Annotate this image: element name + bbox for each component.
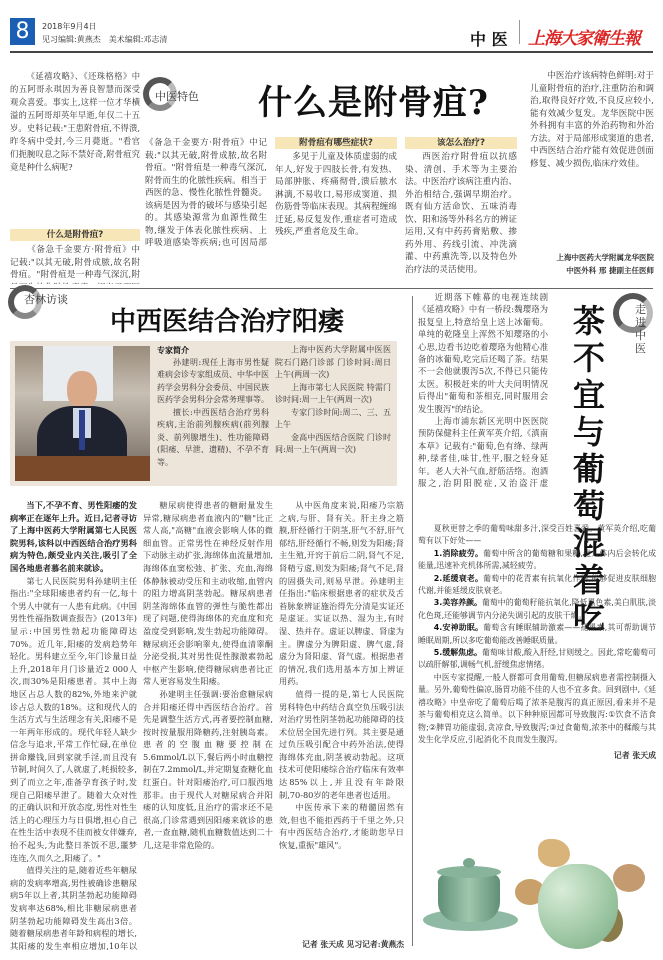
article1-intro xyxy=(10,70,140,174)
benefit-item xyxy=(418,573,656,598)
benefit-item xyxy=(418,597,656,622)
article2-col3 xyxy=(279,499,404,934)
lead-paragraph: 当下,不孕不育、男性阳痿的发病率正在逐年上升。近日,记者寻访了上海中医药大学附属第七人民医院男科,该科以中西医结合治疗男科病为特色,颇受业内关注,吸引了全国各地患者慕名前来就诊。 xyxy=(10,500,137,573)
expert-photo xyxy=(15,346,150,481)
profile-text xyxy=(157,344,269,469)
body4-paragraph: 中医治疗该病特色鲜明:对于儿童附骨疽的治疗,注重防治和调治,取得良好疗效,不良反应较小,能有效减少复发。龙华医院中医外科拥有丰富的外治药物和外治方法。对于局部形成窦道的患者,中西医结合治疗能有效促进创面修复、减少损伤,临床疗效佳。 xyxy=(530,71,654,169)
benefit-lead: 5.缓解焦虑。 xyxy=(433,648,482,658)
body-paragraph: 上海市浦东新区光明中医医院预防保健科主任黄军英介绍,《滇南本草》记载有:"葡萄,色有绛、绿两种,绿者佳,味甘,性平,服之轻身延年。老人大补气血,舒筋活络。泡酒服之,治阴阳脱症,又治盗汗虚 xyxy=(418,416,548,489)
clinic-schedule xyxy=(275,344,391,457)
article3-byline: 记者 张天成 xyxy=(613,751,656,761)
article1-col3 xyxy=(275,151,397,239)
benefit-lead: 1.消除疲劳。 xyxy=(433,548,484,558)
benefit-list xyxy=(418,548,656,672)
article1-col2 xyxy=(145,137,267,247)
article1-byline xyxy=(530,252,654,277)
photo-tie xyxy=(79,410,85,450)
benefit-text: 葡萄含有睡眠辅助激素——褪黑素,其可帮助调节睡眠周期,所以多吃葡萄能改善睡眠质量。 xyxy=(418,623,656,645)
body-paragraph: 值得一提的是,第七人民医院男科特色中药结合真空负压吸引法对治疗男性阴茎勃起功能障碍的技术位居全国先进行列。其主要是通过负压吸引配合中药外治法,使得海绵体充血,阴茎被动勃起。这项技术可使阳痿综合治疗临床有效率达85%以上,并且没有年龄限制,70-80岁的老年患者也适用。 xyxy=(279,688,404,800)
byline-hospital: 上海中医药大学附属龙华医院 xyxy=(556,253,654,262)
article1-col4 xyxy=(405,151,517,276)
subhead-symptoms: 附骨疽有哪些症状? xyxy=(275,137,397,149)
section-name: 中 医 xyxy=(470,30,508,49)
intro-paragraph: 《延禧攻略》、《还珠格格》中的五阿哥永琪因为善良智慧而深受观众喜爱。事实上,这样一位才华横溢的五阿哥却英年早逝,年仅二十五岁。史料记载:"王患附骨疽,不得溃,昨冬病中受封,今三月薨逝。"看官们扼腕叹息之际不禁好奇,附骨疽究竟是种什么病呢? xyxy=(10,71,140,172)
article2-byline: 记者 张天成 见习记者:黄燕杰 xyxy=(302,940,404,949)
benefit-lead: 4.安神助眠。 xyxy=(433,623,484,633)
article3-wide-col xyxy=(418,523,656,763)
subhead-what-is: 什么是附骨疽? xyxy=(10,229,140,241)
body-paragraph: 糖尿病使得患者的糖耐量发生异常,糖尿病患者血液内的"糖"比正常人高,"高糖"血液会影响人体的微细血管。正常男性在神经反射作用下动脉主动扩张,海绵体血流量增加,海绵体血窦松弛、扩张、充血,海绵体静脉被动受压和主动收缩,血管内的阻力增高阴茎勃起。糖尿病患者阴茎海绵体血管的弹性与脆性都出现了问题,使得海绵体的充血度和充盈度受到影响,发生勃起功能障碍。糖尿病还会影响睾丸,使得血清睾酮分泌受损,其对男性促性腺激素勃起中枢产生影响,使得糖尿病患者比正常人更容易发生阳痿。 xyxy=(143,500,273,687)
clinic-shimenlu: 上海中医药大学附属中医医院石门路门诊部 门诊时间:周日上午(两周一次) xyxy=(275,345,391,379)
clinic-expert-hours: 专家门诊时间:周二、三、五上午 xyxy=(275,407,391,429)
article3-title: 茶不宜与葡萄混着吃 xyxy=(573,302,606,636)
section-tag-xinglinfangtan: 杏林访谈 xyxy=(24,293,68,306)
grape-cluster xyxy=(538,864,618,949)
body1-paragraph: 《备急千金要方·附骨疽》中记载:"以其无破,附骨成脓,故名附骨疽。"附骨疽是一种毒气深沉,附 xyxy=(10,245,140,280)
leaf xyxy=(538,839,570,867)
article-grapes-tea xyxy=(413,289,663,960)
article1-col1 xyxy=(10,244,140,284)
subhead-treatment: 该怎么治疗? xyxy=(405,137,517,149)
profile-heading: 专家简介 xyxy=(157,345,189,355)
benefit-item xyxy=(418,548,656,573)
benefit-text: 葡萄味甘酸,酸入肝经,甘则缓之。因此,常吃葡萄可以疏肝解郁,调畅气机,舒缓焦虑情绪。 xyxy=(418,648,656,670)
lid-knob xyxy=(463,858,475,868)
masthead xyxy=(0,0,663,55)
profile-specialty: 擅长:中西医结合治疗男科疾病,主治前列腺疾病(前列腺炎、前列腺增生)、性功能障碍(阳痿、早泄、遗精)、不孕不育等。 xyxy=(157,407,269,467)
benefit-item xyxy=(418,622,656,647)
body-paragraph: 中医专家提醒,一般人群都可食用葡萄,但糖尿病患者需控制摄入量。另外,葡萄性偏凉,肠胃功能不佳的人也不宜多食。回到剧中,《延禧攻略》中皇帝吃了葡萄后喝了浓茶是腹泻的真正原因,看来并不是茶与葡萄相克这么简单。以下种种原因都可导致腹泻:①饮食不洁食物;②脾胃功能虚弱,贪凉食,导致腹泻;③过食葡萄,浓茶中的鞣酸与其发生化学反应,引起消化不良而发生腹泻。 xyxy=(418,672,656,744)
article-fubaoju xyxy=(0,55,663,290)
article2-col2 xyxy=(143,499,273,954)
body-paragraph: 近期落下帷幕的电视连续剧《延禧攻略》中有一桥段:魏璎珞为报复皇上,特意给皇上送上冰葡萄。单纯的乾隆皇上浑然不知璎珞的小心思,边看书边吃着璎珞为他精心准备的冰葡萄,吃完后还喝了茶。结果不一会他就腹泻5次,不得已只能传太医。积极赶来的叶大夫问明情况后得出"葡萄和茶相克,同时服用会发生腹泻"的结论。 xyxy=(418,292,548,414)
benefit-lead: 3.美容养颜。 xyxy=(433,598,482,608)
body2-paragraph: 多见于儿童及体质虚弱的成年人,好发于四肢长骨,有发热、局部肿胀、疼痛彻骨,溃后脓水淋漓,不易收口,易形成窦道、损伤筋骨等临床表现。其病程缠绵迁延,易反复发作,重症者可造成残疾,严重者危及生命。 xyxy=(275,152,397,237)
photo-head xyxy=(67,371,97,409)
body-paragraph: 夏秋更替之季的葡萄味甜多汁,深受百姓喜爱。黄军英介绍,吃葡萄有以下好处—— xyxy=(418,524,656,546)
teacup xyxy=(438,874,500,922)
article1-col5 xyxy=(530,70,654,220)
body1-continued: 《备急千金要方·附骨疽》中记载:"以其无破,附骨成脓,故名附骨疽。"附骨疽是一种毒气深沉,附骨而生的化脓性疾病。相当于西医的急、慢性化脓性骨髓炎。该病是因为骨的破坏与感染引起的。其感染源常为血源性微生物,继发于体表化脓性疾病、上呼吸道感染等疾病;也可因局部 xyxy=(145,138,267,247)
leaf xyxy=(613,864,645,892)
body-paragraph: 孙建明主任强调:要治愈糖尿病合并阳痿还得中西医结合治疗。首先是调整生活方式,再者要控制血糖,按时按量服用降糖药,注射胰岛素。患者的空腹血糖要控制在5.6mmol/L以下,餐后两小时血糖控制在7.2mmol/L,并定期复查糖化血红蛋白。针对阳痿治疗,可口服西地那非。由于现代人对糖尿病合并阳痿的认知度低,且治疗的需求还不是很高,门诊常遇到因阳痿来就诊的患者,一查血糖,随机血糖数值达到二十几,这是非常危险的。 xyxy=(143,688,273,851)
masthead-divider xyxy=(519,20,520,44)
section-tag-zhongyitese: 中医特色 xyxy=(155,90,199,103)
benefit-text: 葡萄中的葡萄籽能抗氧化,降低黑色素,美白肌肤,淡化色斑,还能够调节内分泌失调引起的皮肤干燥。 xyxy=(418,598,656,620)
article2-title: 中西医结合治疗阳痿 xyxy=(110,307,345,337)
body-paragraph: 中医传承下来的精髓固然有效,但也不能拒西药于千里之外,只有中西医结合治疗,才能助您早日恢复,重振"雄风"。 xyxy=(279,802,404,851)
tea-grapes-illustration xyxy=(423,834,658,954)
clinic-seventh-hospital: 上海市第七人民医院 特需门诊时间:周一上午(两周一次) xyxy=(275,382,391,404)
benefit-item xyxy=(418,647,656,672)
body-paragraph: 值得关注的是,随着近些年糖尿病的发病率增高,男性被确诊患糖尿病5年以上者,其阴茎勃起功能障碍发病率达68%,相比非糖尿病患者阴茎勃起功能障碍发生高出3倍。随着糖尿病患者年龄和病程的增长,其阳痿的发生率相应增加,10年以 xyxy=(10,865,137,951)
page-number-badge: 8 xyxy=(10,18,35,45)
article2-col1 xyxy=(10,499,137,954)
clinic-jingao: 金高中西医结合医院 门诊时间:周一上午(两周一次) xyxy=(275,432,391,454)
article-yangwei xyxy=(0,289,410,960)
body-paragraph: 从中医角度来说,阳痿乃宗筋之病,与肝、肾有关。肝主身之筋膜,肝经循行于阴茎,肝气不舒,肝气郁结,肝经循行不畅,则发为阳痿;肾主生殖,开窍于前后二阴,肾气不足,肾精亏虚,则发为阳痿;肾气不足,肾的固摄失司,则易早泄。孙建明主任指出:"临床根据患者的症状及舌苔脉象辨证施治得先分清是实证还是虚证。实证以热、湿为主,有时湿、热并存。虚证以脾虚、肾虚为主。脾虚分为脾阳虚、脾气虚,肾虚分为肾阳虚、肾气虚。根据患者的情况,我们选用基本方加上辨证用药。 xyxy=(279,500,404,687)
article3-narrow-col xyxy=(418,291,548,489)
benefit-text: 葡萄中的花青素有抗氧化作用,能够促进皮肤细胞代谢,并能延缓皮肤衰老。 xyxy=(418,573,656,596)
byline-doctor: 中医外科 邢 捷副主任医师 xyxy=(566,265,654,275)
body-paragraph: 第七人民医院男科孙建明主任指出:"全球阳痿患者约有一亿,每十个男人中就有一人患有此病。《中国男性性福指数调查报告》(2013年)显示:中国男性勃起功能障碍达70%。近几年,阳痿的发病趋势年轻化。男科建立至今,年门诊量日益上升,2018年月门诊量近2 000人次,而30%是阳痿患者。其中上海地区占总人数的82%,外地来沪就诊占总人数的18%。这和现代人的生活方式与生活理念有关,阳痿不是一年两年形成的。现代年轻人缺少信念与追求,平常工作忙碌,在单位拼命赚钱,回到家就手淫,而且没有节制,时间久了,人就虚了,耗损较多,到了而立之年,准备孕育孩子时,发现自己阳痿早泄了。随着大众对性的正确认识和开放态度,男性对性生活上的心理压力与日俱增,担心自己在性生活中表现不佳而被女伴嫌弃,抬不起头,为此整日茶饭不思,噩梦连连,久而久之,阳痿了。" xyxy=(10,575,137,863)
benefit-lead: 2.延缓衰老。 xyxy=(433,573,484,583)
editors-credit: 见习编辑:黄燕杰 美术编辑:邓志清 xyxy=(42,35,168,44)
masthead-rule xyxy=(10,51,653,53)
body3-paragraph: 西医治疗附骨疽以抗感染、清创、手术等为主要治法。中医治疗该病注重内治、外治相结合,强调早期治疗。既有仙方活命饮、五味消毒饮、阳和汤等外科名方的辨证运用,又有中药药膏贴敷、掺药外用、药线引流、冲洗滴灌、中药熏洗等,以及特色外治疗法的灵活使用。 xyxy=(405,152,517,275)
paper-logo: 上海大家衛生報 xyxy=(528,29,640,49)
profile-bio: 孙建明:现任上海市男性疑难病会诊专家组成员、中华中医药学会男科分会委员、中国民族医药学会男科分会常务理事等。 xyxy=(157,357,269,404)
article1-title: 什么是附骨疽? xyxy=(258,83,489,123)
expert-profile-box xyxy=(10,341,397,486)
benefit-text: 葡萄中所含的葡萄糖和果糖,进入体内后会转化成能量,迅速补充机体所需,减轻疲劳。 xyxy=(418,548,656,571)
section-tag-zoujinzhongyi: 走进中医 xyxy=(635,303,646,355)
photo-chair xyxy=(15,456,150,481)
issue-date: 2018年9月4日 xyxy=(42,22,97,31)
